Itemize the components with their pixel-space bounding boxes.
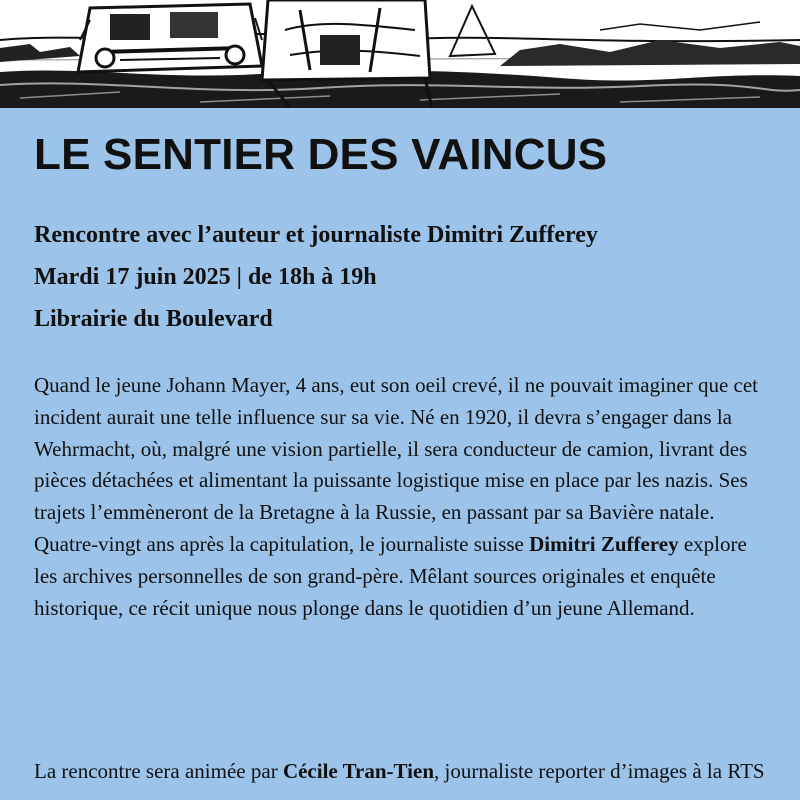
event-content — [34, 108, 774, 800]
host-start: La rencontre sera animée par — [34, 759, 283, 783]
event-subtitle: Rencontre avec l’auteur et journaliste Dimitri Zufferey — [34, 222, 598, 248]
event-venue: Librairie du Boulevard — [34, 306, 273, 332]
event-date: Mardi 17 juin 2025 | de 18h à 19h — [34, 264, 377, 290]
description-p2-start: Quatre-vingt ans après la capitulation, le journaliste suisse — [34, 531, 530, 556]
host-end: , journaliste reporter d’images à la RTS — [434, 759, 765, 783]
event-description — [34, 370, 774, 624]
host-name: Cécile Tran-Tien — [282, 759, 435, 783]
truck-drawing — [78, 4, 262, 72]
description-p2-end: explore les archives personnelles de son grand-père. Mêlant sources originales et enquête historique, ce récit unique nous plonge dans le quotidien d’un jeune Allemand. — [34, 531, 747, 620]
header-illustration — [0, 0, 800, 108]
event-info — [34, 214, 598, 340]
description-paragraph-2 — [34, 529, 774, 624]
page-title: LE SENTIER DES VAINCUS — [34, 130, 608, 179]
description-paragraph-1: Quand le jeune Johann Mayer, 4 ans, eut son oeil crevé, il ne pouvait imaginer que cet incident aurait une telle influence sur sa vie. Né en 1920, il devra s’engager dans la Wehrmacht, où, malgré une vision partielle, il sera conducteur de camion, livrant des pièces détachées et alimentant la puissante logistique mise en place par les nazis. Ses trajets l’emmèneront de la Bretagne à la Russie, en passant par sa Bavière natale. — [34, 373, 759, 525]
author-name: Dimitri Zufferey — [529, 531, 679, 556]
host-note — [34, 756, 774, 788]
war-scene-drawing — [0, 0, 800, 108]
